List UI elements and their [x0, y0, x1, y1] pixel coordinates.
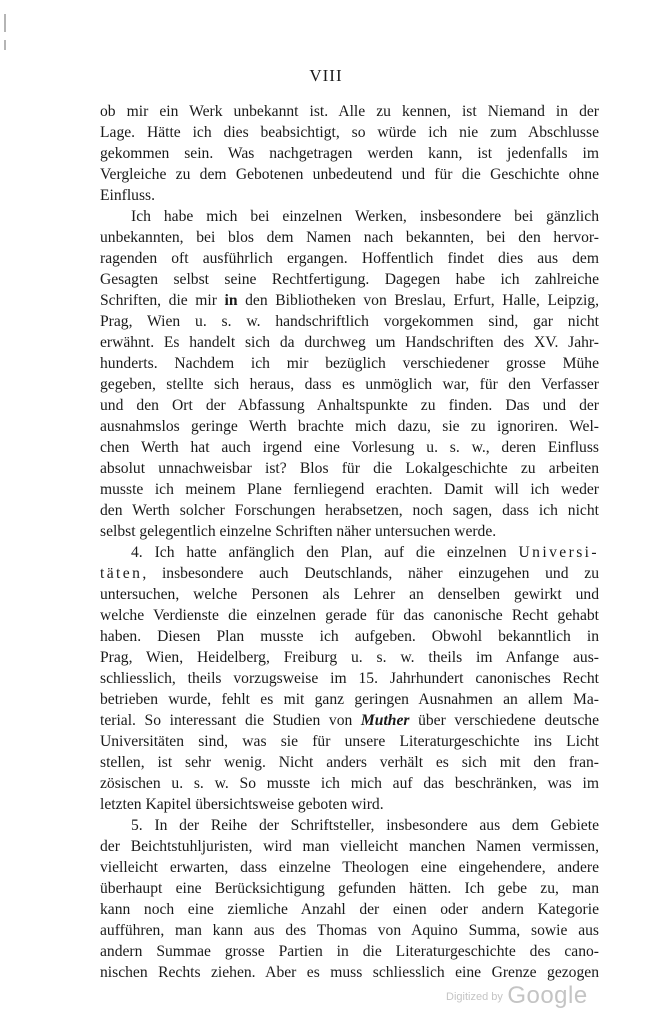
text-line: Universitäten sind, was sie für unsere Literaturgeschichte ins Licht: [100, 733, 599, 750]
text-line: und den Ort der Abfassung Anhaltspunkte zu finden. Das und der: [100, 397, 599, 414]
text-line: Vergleiche zu dem Gebotenen unbedeutend und für die Geschichte ohne: [100, 166, 599, 183]
text-line: der Beichtstuhljuristen, wird man vielleicht manchen Namen vermissen,: [100, 838, 599, 855]
page-number: VIII: [309, 66, 343, 85]
text-line: ragenden oft ausführlich ergangen. Hoffentlich findet dies aus dem: [100, 250, 599, 267]
text-run: Schriften, die mir: [100, 292, 225, 309]
text-run: über verschiedene deutsche: [409, 712, 599, 729]
scan-edge-mark: [4, 14, 6, 32]
text-run: den Bibliotheken von Breslau, Erfurt, Halle, Leipzig,: [237, 292, 599, 309]
text-line: unbekannten, bei blos dem Namen nach bekannten, bei den hervor-: [100, 229, 599, 246]
scan-edge-mark: [4, 40, 6, 50]
text-line: welche Verdienste die einzelnen gerade für das canonische Recht gehabt: [100, 607, 599, 624]
text-line: 5. In der Reihe der Schriftsteller, insbesondere aus dem Gebiete: [131, 817, 599, 834]
text-run: , insbesondere auch Deutschlands, näher einzugehen und zu: [142, 565, 599, 582]
emphasized-word: Universi-: [518, 544, 599, 561]
text-line: untersuchen, welche Personen als Lehrer an denselben gewirkt und: [100, 586, 599, 603]
overprinted-word: in: [224, 292, 238, 309]
text-line: [100, 563, 599, 584]
text-line: stellen, ist sehr wenig. Nicht anders verhält es sich mit den fran-: [100, 754, 599, 771]
digitization-watermark: [446, 982, 588, 1010]
text-line: [131, 542, 599, 563]
text-line: vielleicht erwarten, dass einzelne Theologen eine eingehendere, andere: [100, 859, 599, 876]
text-line: haben. Diesen Plan musste ich aufgeben. Obwohl bekanntlich in: [100, 628, 599, 645]
text-line: nischen Rechts ziehen. Aber es muss schliesslich eine Grenze gezogen: [100, 964, 599, 981]
text-line: aufführen, man kann aus des Thomas von Aquino Summa, sowie aus: [100, 922, 599, 939]
text-line: Prag, Wien, Heidelberg, Freiburg u. s. w. theils im Anfange aus-: [100, 649, 599, 666]
text-line: gekommen sein. Was nachgetragen werden kann, ist jedenfalls im: [100, 145, 599, 162]
text-line: zösischen u. s. w. So musste ich mich auf das beschränken, was im: [100, 775, 599, 792]
text-line: den Werth solcher Forschungen herabsetzen, noch sagen, dass ich nicht: [100, 502, 599, 519]
text-line: selbst gelegentlich einzelne Schriften näher untersuchen werde.: [100, 523, 497, 540]
text-line: schliesslich, theils vorzugsweise im 15. Jahrhundert canonisches Recht: [100, 670, 599, 687]
text-line: betrieben wurde, fehlt es mit ganz geringen Ausnahmen an allem Ma-: [100, 691, 599, 708]
text-line: erwähnt. Es handelt sich da durchweg um Handschriften des XV. Jahr-: [100, 334, 599, 351]
emphasized-word: täten: [100, 565, 143, 582]
text-line: hunderts. Nachdem ich mir bezüglich verschiedener grosse Mühe: [100, 355, 599, 372]
text-run: terial. So interessant die Studien von: [100, 712, 361, 729]
text-line: Prag, Wien u. s. w. handschriftlich vorgekommen sind, gar nicht: [100, 313, 599, 330]
text-line: ausnahmslos geringe Werth brachte mich dazu, sie zu ignoriren. Wel-: [100, 418, 599, 435]
text-run: 4. Ich hatte anfänglich den Plan, auf die einzelnen: [131, 544, 519, 561]
text-line: Ich habe mich bei einzelnen Werken, insbesondere bei gänzlich: [131, 208, 599, 225]
author-name: Muther: [360, 712, 410, 729]
watermark-prefix: Digitized by: [446, 991, 503, 1003]
text-line: [100, 710, 599, 731]
watermark-brand: Google: [507, 982, 588, 1009]
text-line: Einfluss.: [100, 187, 156, 204]
text-line: Lage. Hätte ich dies beabsichtigt, so würde ich nie zum Abschlusse: [100, 124, 599, 141]
text-line: [100, 290, 599, 311]
text-line: letzten Kapitel übersichtsweise geboten wird.: [100, 796, 384, 813]
text-line: absolut unnachweisbar ist? Blos für die Lokalgeschichte zu arbeiten: [100, 460, 599, 477]
text-line: überhaupt eine Berücksichtigung gefunden hätten. Ich gebe zu, man: [100, 880, 599, 897]
text-line: chen Werth hat auch irgend eine Vorlesung u. s. w., deren Einfluss: [100, 439, 599, 456]
text-line: andern Summae grosse Partien in die Literaturgeschichte des cano-: [100, 943, 599, 960]
text-line: musste ich meinem Plane fernliegend erachten. Damit will ich weder: [100, 481, 599, 498]
text-line: ob mir ein Werk unbekannt ist. Alle zu kennen, ist Niemand in der: [100, 103, 599, 120]
text-line: gegeben, stellte sich heraus, dass es unmöglich war, für den Verfasser: [100, 376, 599, 393]
text-line: kann noch eine ziemliche Anzahl der einen oder andern Kategorie: [100, 901, 599, 918]
text-line: Gesagten selbst seine Rechtfertigung. Dagegen habe ich zahlreiche: [100, 271, 599, 288]
